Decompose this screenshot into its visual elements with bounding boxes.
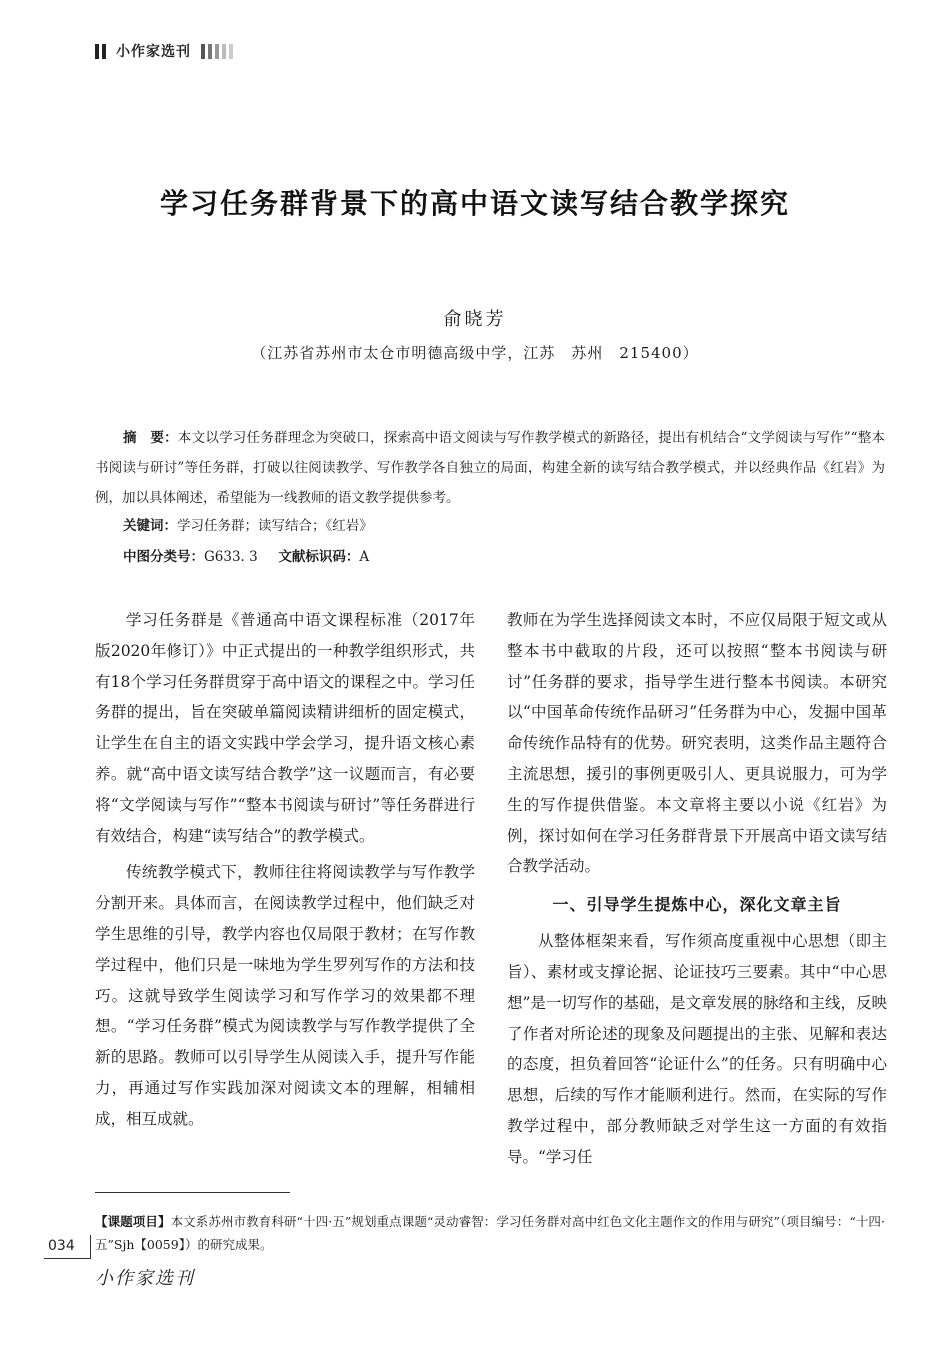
paragraph: 学习任务群是《普通高中语文课程标准（2017年版2020年修订）》中正式提出的一种教学组织形式，共有18个学习任务群贯穿于高中语文的课程之中。学习任务群的提出，旨在突破单篇阅读精讲细析的固定模式，让学生在自主的语文实践中学会学习，提升语文核心素养。就“高中语文读写结合教学”这一议题而言，有必要将“文学阅读与写作”“整本书阅读与研讨”等任务群进行有效结合，构建“读写结合”的教学模式。 (95, 611, 475, 845)
abstract-label: 摘 要： (123, 430, 178, 446)
header-bars-left (95, 44, 106, 59)
keywords-text: 学习任务群；读写结合；《红岩》 (177, 518, 373, 534)
page-number-rule-vertical (90, 1235, 91, 1259)
journal-section-title: 小作家选刊 (116, 44, 191, 60)
footnote-text: 本文系苏州市教育科研“十四·五”规划重点课题“灵动睿智：学习任务群对高中红色文化主题作文的作用与研究”（项目编号：“十四·五”Sjh【0059】）的研究成果。 (95, 1214, 885, 1252)
keywords (123, 516, 373, 536)
author-name: 俞晓芳 (443, 309, 507, 330)
paragraph: 教师在为学生选择阅读文本时，不应仅局限于短文或从整本书中截取的片段，还可以按照“整本书阅读与研讨”任务群的要求，指导学生进行整本书阅读。本研究以“中国革命传统作品研习”任务群为中心，发掘中国革命传统作品特有的优势。研究表明，这类作品主题符合主流思想，援引的事例更吸引人、更具说服力，可为学生的写作提供借鉴。本文章将主要以小说《红岩》为例，探讨如何在学习任务群背景下开展高中语文读写结合教学活动。 (507, 611, 887, 876)
clc-label: 中图分类号： (123, 549, 204, 565)
abstract-text: 本文以学习任务群理念为突破口，探索高中语文阅读与写作教学模式的新路径，提出有机结合“文学阅读与写作”“整本书阅读与研讨”等任务群，打破以往阅读教学、写作教学各自独立的局面，构建全新的读写结合教学模式，并以经典作品《红岩》为例，加以具体阐述，希望能为一线教师的语文教学提供参考。 (95, 430, 885, 506)
body-column-left (95, 605, 475, 1135)
footer-logo: 小作家选刊 (95, 1268, 195, 1289)
section-heading: 一、引导学生提炼中心，深化文章主旨 (552, 895, 842, 915)
body-column-right (507, 605, 887, 1173)
clc-value: G633. 3 (204, 549, 258, 565)
footnote-label: 【课题项目】 (95, 1214, 171, 1229)
paragraph: 从整体框架来看，写作须高度重视中心思想（即主旨）、素材或支撑论据、论证技巧三要素。其中“中心思想”是一切写作的基础，是文章发展的脉络和主线，反映了作者对所论述的现象及问题提出的主张、见解和表达的态度，担负着回答“论证什么”的任务。只有明确中心思想，后续的写作才能顺利进行。然而，在实际的写作教学过程中，部分教师缺乏对学生这一方面的有效指导。“学习任 (507, 932, 887, 1166)
author-affiliation: （江苏省苏州市太仓市明德高级中学，江苏 苏州 215400） (251, 344, 699, 362)
doc-code-value: A (359, 549, 370, 565)
header-bars-right (201, 44, 233, 59)
doc-code-label: 文献标识码： (278, 549, 360, 565)
footnote-divider (95, 1192, 290, 1193)
page-number-rule (44, 1258, 90, 1259)
page-number: 034 (48, 1238, 75, 1254)
classification (123, 547, 369, 567)
footnote (95, 1210, 885, 1256)
paragraph: 传统教学模式下，教师往往将阅读教学与写作教学分割开来。具体而言，在阅读教学过程中，他们缺乏对学生思维的引导，教学内容也仅局限于教材；在写作教学过程中，他们只是一味地为学生罗列写作的方法和技巧。这就导致学生阅读学习和写作学习的效果都不理想。“学习任务群”模式为阅读教学与写作教学提供了全新的思路。教师可以引导学生从阅读入手，提升写作能力，再通过写作实践加深对阅读文本的理解，相辅相成，相互成就。 (95, 863, 475, 1128)
abstract (95, 423, 885, 513)
keywords-label: 关键词： (123, 518, 177, 534)
article-title: 学习任务群背景下的高中语文读写结合教学探究 (159, 187, 790, 220)
running-header (95, 40, 233, 62)
